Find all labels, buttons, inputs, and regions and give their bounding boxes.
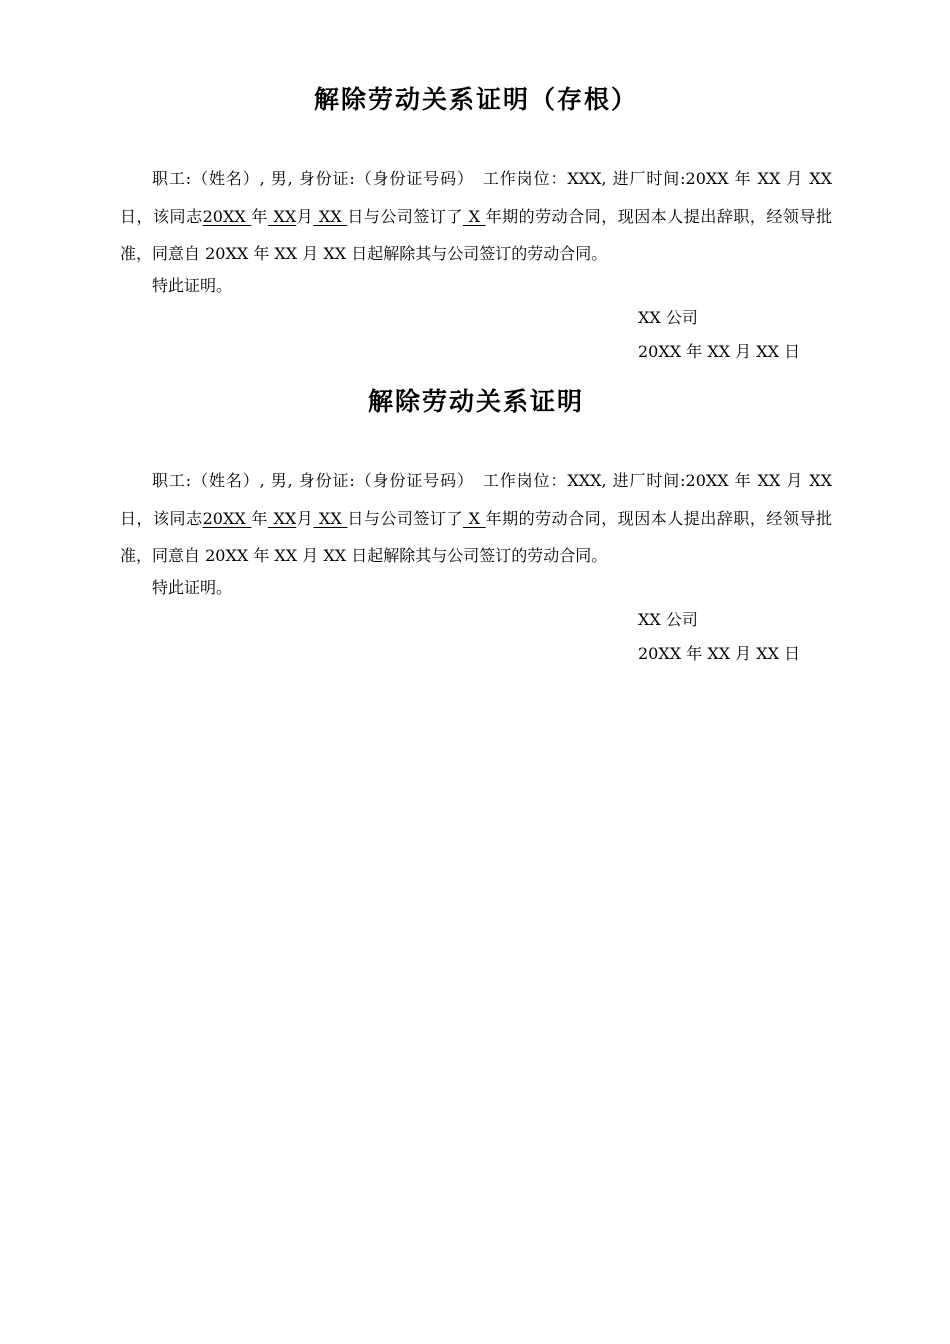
main-issue-date: 20XX 年 XX 月 XX 日 [638, 643, 801, 663]
main-signature-block [638, 603, 832, 671]
main-closing: 特此证明。 [152, 577, 233, 597]
stub-title: 解除劳动关系证明（存根） [313, 85, 638, 114]
stub-sign-month: XX [267, 206, 297, 226]
main-year-label: 年 [251, 508, 268, 528]
main-day-label: 日与公司签订了 [347, 508, 463, 528]
stub-body-head: 职工:（姓名）, 男, 身份证:（身份证号码） 工作岗位：XXX, 进厂时间:20XX 年 XX 月 XX 日，该同志 [120, 169, 832, 226]
main-sign-day: XX [313, 508, 348, 528]
stub-issue-date: 20XX 年 XX 月 XX 日 [638, 341, 801, 361]
stub-body-paragraph [120, 160, 832, 273]
main-sign-year: 20XX [202, 508, 252, 528]
stub-sign-year: 20XX [202, 206, 252, 226]
stub-signature-block [638, 301, 832, 369]
stub-year-label: 年 [251, 206, 268, 226]
stub-closing: 特此证明。 [152, 275, 233, 295]
main-body-tail: 年期的劳动合同，现因本人提出辞职，经领导批准，同意自 20XX 年 XX 月 XX 日起解除其与公司签订的劳动合同。 [120, 508, 832, 565]
main-month-label: 月 [296, 508, 314, 528]
stub-month-label: 月 [296, 206, 314, 226]
stub-company-name: XX 公司 [638, 307, 698, 327]
certificate-main-section [120, 384, 832, 671]
main-sign-month: XX [267, 508, 297, 528]
main-body-head: 职工:（姓名）, 男, 身份证:（身份证号码） 工作岗位：XXX, 进厂时间:20XX 年 XX 月 XX 日，该同志 [120, 471, 832, 528]
main-body-paragraph [120, 462, 832, 575]
main-contract-term: X [462, 508, 486, 528]
stub-sign-day: XX [313, 206, 348, 226]
stub-contract-term: X [462, 206, 486, 226]
stub-body-tail: 年期的劳动合同，现因本人提出辞职，经领导批准，同意自 20XX 年 XX 月 XX 日起解除其与公司签订的劳动合同。 [120, 206, 832, 263]
stub-day-label: 日与公司签订了 [347, 206, 463, 226]
main-company-name: XX 公司 [638, 609, 698, 629]
main-title: 解除劳动关系证明 [367, 387, 584, 416]
certificate-stub-section [120, 82, 832, 369]
